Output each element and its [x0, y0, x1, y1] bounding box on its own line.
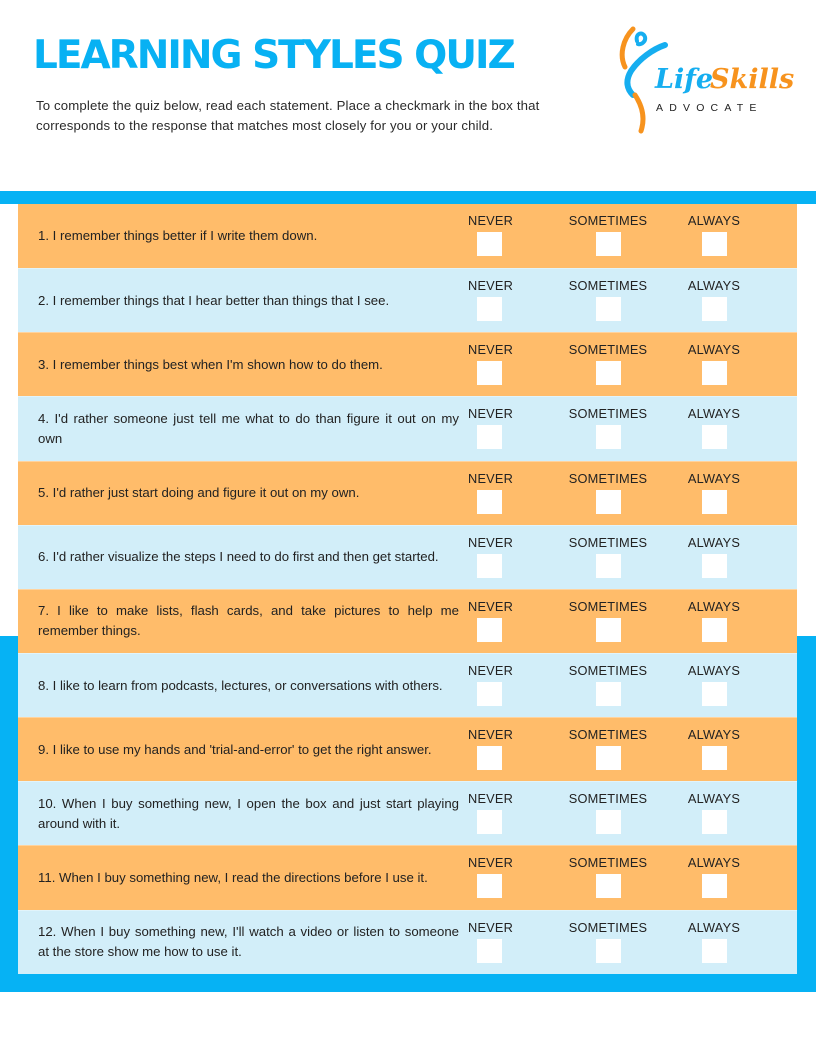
quiz-row-8	[18, 653, 797, 717]
question-4-always-checkbox[interactable]	[702, 425, 727, 449]
question-7-always-checkbox[interactable]	[702, 618, 727, 642]
option-never	[468, 920, 512, 963]
question-10-always-checkbox[interactable]	[702, 810, 727, 834]
question-10-never-checkbox[interactable]	[477, 810, 502, 834]
quiz-row-3	[18, 332, 797, 396]
question-9-text: 9. I like to use my hands and 'trial-and-error' to get the right answer.	[38, 741, 432, 757]
question-9-never-checkbox[interactable]	[477, 746, 502, 770]
question-5-text: 5. I'd rather just start doing and figure it out on my own.	[38, 485, 360, 501]
option-sometimes-label: SOMETIMES	[568, 534, 648, 550]
question-text	[38, 204, 459, 268]
option-sometimes	[568, 663, 648, 706]
question-text	[38, 526, 459, 589]
question-text	[38, 654, 459, 717]
quiz-row-12	[18, 910, 797, 974]
option-never-label: NEVER	[468, 598, 514, 614]
option-never-label: NEVER	[468, 855, 514, 871]
option-always	[686, 855, 742, 898]
question-3-text: 3. I remember things best when I'm shown how to do them.	[38, 356, 383, 372]
question-3-always-checkbox[interactable]	[702, 361, 727, 385]
logo	[615, 25, 805, 135]
option-sometimes-label: SOMETIMES	[568, 855, 648, 871]
question-text	[38, 911, 459, 974]
option-sometimes	[568, 855, 648, 898]
logo-life-text: Life	[655, 64, 714, 95]
option-never	[468, 599, 512, 642]
question-6-never-checkbox[interactable]	[477, 554, 502, 578]
option-never	[468, 663, 512, 706]
option-sometimes	[568, 791, 648, 834]
option-always-label: ALWAYS	[687, 406, 741, 422]
option-sometimes-label: SOMETIMES	[568, 662, 648, 678]
option-never-label: NEVER	[468, 534, 514, 550]
question-6-always-checkbox[interactable]	[702, 554, 727, 578]
question-4-sometimes-checkbox[interactable]	[596, 425, 621, 449]
question-text	[38, 718, 459, 781]
logo-skills-text: Skills	[710, 64, 795, 95]
option-always	[686, 278, 742, 321]
option-never-label: NEVER	[468, 919, 514, 935]
question-8-text: 8. I like to learn from podcasts, lectures, or conversations with others.	[38, 677, 443, 693]
option-always	[686, 406, 742, 449]
option-never	[468, 727, 512, 770]
question-8-never-checkbox[interactable]	[477, 682, 502, 706]
question-7-sometimes-checkbox[interactable]	[596, 618, 621, 642]
question-text	[38, 782, 459, 845]
option-sometimes	[568, 342, 648, 385]
question-text	[38, 462, 459, 525]
question-6-sometimes-checkbox[interactable]	[596, 554, 621, 578]
option-always-label: ALWAYS	[687, 662, 741, 678]
question-5-never-checkbox[interactable]	[477, 490, 502, 514]
question-text	[38, 397, 459, 460]
option-never-label: NEVER	[468, 791, 514, 807]
option-sometimes-label: SOMETIMES	[568, 342, 648, 358]
question-2-never-checkbox[interactable]	[477, 297, 502, 321]
question-1-always-checkbox[interactable]	[702, 232, 727, 256]
question-10-text: 10. When I buy something new, I open the box and just start playing around with it.	[38, 795, 459, 831]
question-11-sometimes-checkbox[interactable]	[596, 874, 621, 898]
option-never	[468, 471, 512, 514]
option-sometimes-label: SOMETIMES	[568, 919, 648, 935]
option-always-label: ALWAYS	[687, 791, 741, 807]
option-never	[468, 791, 512, 834]
question-10-sometimes-checkbox[interactable]	[596, 810, 621, 834]
question-12-always-checkbox[interactable]	[702, 939, 727, 963]
question-7-text: 7. I like to make lists, flash cards, and take pictures to help me remember things.	[38, 603, 459, 639]
option-always	[686, 535, 742, 578]
option-never	[468, 213, 512, 256]
quiz-row-4	[18, 396, 797, 460]
question-3-never-checkbox[interactable]	[477, 361, 502, 385]
question-2-text: 2. I remember things that I hear better than things that I see.	[38, 292, 390, 308]
option-sometimes-label: SOMETIMES	[568, 213, 648, 228]
question-text	[38, 269, 459, 332]
option-always	[686, 663, 742, 706]
question-11-never-checkbox[interactable]	[477, 874, 502, 898]
option-always	[686, 599, 742, 642]
option-never	[468, 278, 512, 321]
quiz-row-10	[18, 781, 797, 845]
option-always	[686, 471, 742, 514]
option-sometimes	[568, 920, 648, 963]
question-1-text: 1. I remember things better if I write them down.	[38, 228, 318, 244]
question-12-never-checkbox[interactable]	[477, 939, 502, 963]
option-sometimes	[568, 599, 648, 642]
question-9-sometimes-checkbox[interactable]	[596, 746, 621, 770]
page-title: LEARNING STYLES QUIZ	[33, 33, 514, 78]
question-3-sometimes-checkbox[interactable]	[596, 361, 621, 385]
question-2-always-checkbox[interactable]	[702, 297, 727, 321]
option-always-label: ALWAYS	[687, 727, 741, 743]
option-always-label: ALWAYS	[687, 534, 741, 550]
question-5-sometimes-checkbox[interactable]	[596, 490, 621, 514]
option-sometimes-label: SOMETIMES	[568, 598, 648, 614]
option-never	[468, 406, 512, 449]
quiz-row-7	[18, 589, 797, 653]
option-never	[468, 855, 512, 898]
option-always-label: ALWAYS	[687, 470, 741, 486]
option-sometimes-label: SOMETIMES	[568, 278, 648, 294]
option-always-label: ALWAYS	[687, 342, 741, 358]
question-4-text: 4. I'd rather someone just tell me what to do than figure it out on my own	[38, 410, 459, 446]
option-never-label: NEVER	[468, 727, 514, 743]
question-11-always-checkbox[interactable]	[702, 874, 727, 898]
question-1-never-checkbox[interactable]	[477, 232, 502, 256]
option-sometimes-label: SOMETIMES	[568, 406, 648, 422]
option-never-label: NEVER	[468, 406, 514, 422]
top-accent-band	[0, 191, 816, 204]
question-8-sometimes-checkbox[interactable]	[596, 682, 621, 706]
question-12-text: 12. When I buy something new, I'll watch a video or listen to someone at the store show me how to use it.	[38, 924, 459, 960]
question-7-never-checkbox[interactable]	[477, 618, 502, 642]
question-5-always-checkbox[interactable]	[702, 490, 727, 514]
option-always-label: ALWAYS	[687, 919, 741, 935]
quiz-table	[18, 204, 797, 974]
option-always-label: ALWAYS	[687, 278, 741, 294]
option-always	[686, 727, 742, 770]
option-always-label: ALWAYS	[687, 598, 741, 614]
quiz-row-6	[18, 525, 797, 589]
option-sometimes	[568, 471, 648, 514]
option-never	[468, 535, 512, 578]
option-sometimes-label: SOMETIMES	[568, 727, 648, 743]
question-12-sometimes-checkbox[interactable]	[596, 939, 621, 963]
option-always	[686, 920, 742, 963]
option-always-label: ALWAYS	[687, 855, 741, 871]
quiz-row-11	[18, 845, 797, 909]
question-9-always-checkbox[interactable]	[702, 746, 727, 770]
option-never-label: NEVER	[468, 213, 514, 228]
logo-advocate-text: ADVOCATE	[656, 102, 763, 114]
quiz-row-1	[18, 204, 797, 268]
option-never-label: NEVER	[468, 278, 514, 294]
option-sometimes	[568, 406, 648, 449]
option-always-label: ALWAYS	[687, 213, 741, 228]
option-always	[686, 213, 742, 256]
option-never-label: NEVER	[468, 470, 514, 486]
option-sometimes-label: SOMETIMES	[568, 791, 648, 807]
question-1-sometimes-checkbox[interactable]	[596, 232, 621, 256]
quiz-row-9	[18, 717, 797, 781]
quiz-row-5	[18, 461, 797, 525]
question-text	[38, 846, 459, 909]
question-text	[38, 333, 459, 396]
question-8-always-checkbox[interactable]	[702, 682, 727, 706]
option-always	[686, 791, 742, 834]
quiz-row-2	[18, 268, 797, 332]
question-11-text: 11. When I buy something new, I read the directions before I use it.	[38, 869, 428, 885]
option-never-label: NEVER	[468, 342, 514, 358]
option-never-label: NEVER	[468, 662, 514, 678]
option-sometimes	[568, 213, 648, 256]
option-sometimes	[568, 535, 648, 578]
option-sometimes	[568, 278, 648, 321]
question-text	[38, 590, 459, 653]
option-never	[468, 342, 512, 385]
question-6-text: 6. I'd rather visualize the steps I need to do first and then get started.	[38, 549, 439, 565]
question-2-sometimes-checkbox[interactable]	[596, 297, 621, 321]
instructions-text: To complete the quiz below, read each statement. Place a checkmark in the box that corresponds to the response that matches most closely for you or your child.	[36, 98, 540, 133]
option-sometimes-label: SOMETIMES	[568, 470, 648, 486]
question-4-never-checkbox[interactable]	[477, 425, 502, 449]
option-sometimes	[568, 727, 648, 770]
option-always	[686, 342, 742, 385]
